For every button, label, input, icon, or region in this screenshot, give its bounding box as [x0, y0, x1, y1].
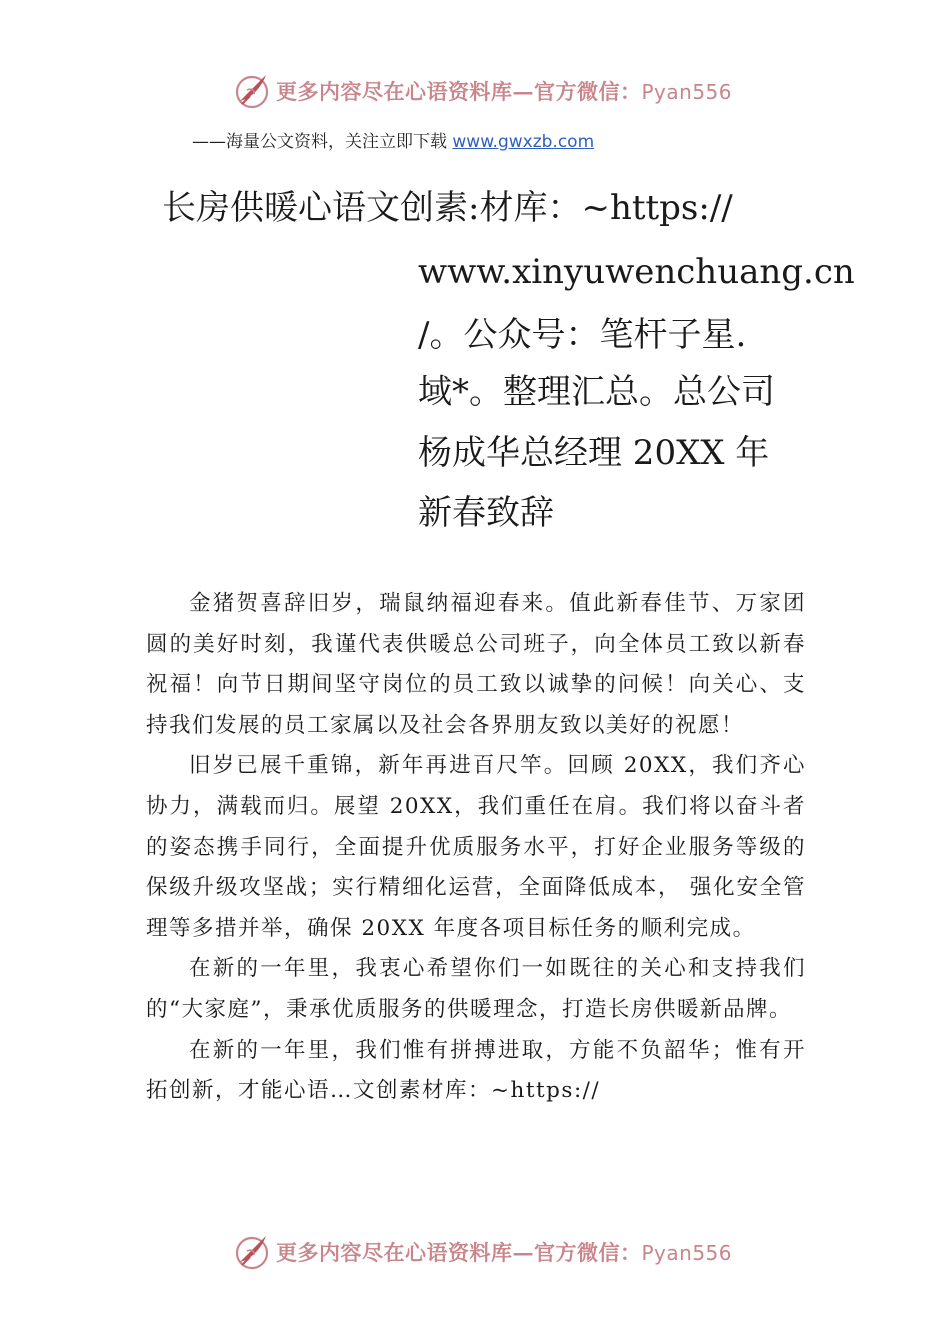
paragraph-1: 金猪贺喜辞旧岁，瑞鼠纳福迎春来。值此新春佳节、万家团圆的美好时刻，我谨代表供暖总公司班子，向全体员工致以新春祝福！向节日期间坚守岗位的员工致以诚挚的问候！向关心、支持我们发展的员工家属以及社会各界朋友致以美好的祝愿！ — [146, 591, 806, 738]
header-banner — [232, 66, 732, 116]
subheader-text: ——海量公文资料，关注立即下载 — [192, 132, 453, 152]
quill-seal-logo-icon — [232, 71, 272, 111]
title-line-1: 长房供暖心语文创素:材库：~https:// — [162, 188, 733, 228]
footer-banner-text: 更多内容尽在心语资料库—官方微信：Pyan556 — [276, 1240, 733, 1265]
header-banner-text: 更多内容尽在心语资料库—官方微信：Pyan556 — [276, 79, 733, 104]
footer-banner — [232, 1227, 732, 1277]
title-line-4: 域*。整理汇总。总公司 — [418, 372, 775, 412]
title-line-6: 新春致辞 — [418, 493, 554, 533]
title-line-3: /。公众号：笔杆子星. — [418, 315, 747, 355]
subheader — [192, 127, 594, 152]
paragraph-4: 在新的一年里，我们惟有拼搏进取，方能不负韶华；惟有开拓创新，才能心语…文创素材库：~https:// — [146, 1037, 806, 1104]
quill-seal-logo-icon — [232, 1232, 272, 1272]
subheader-link[interactable]: www.gwxzb.com — [452, 132, 595, 152]
title-line-2: www.xinyuwenchuang.cn — [418, 252, 855, 292]
paragraph-2: 旧岁已展千重锦，新年再进百尺竿。回顾 20XX，我们齐心协力，满载而归。展望 20XX，我们重任在肩。我们将以奋斗者的姿态携手同行，全面提升优质服务水平，打好企业服务等级的保级升级攻坚战；实行精细化运营，全面降低成本， 强化安全管理等多措并举，确保 20XX 年度各项目标任务的顺利完成。 — [146, 753, 806, 941]
paragraph-3: 在新的一年里，我衷心希望你们一如既往的关心和支持我们的“大家庭”，秉承优质服务的供暖理念，打造长房供暖新品牌。 — [146, 956, 806, 1022]
title-line-5: 杨成华总经理 20XX 年 — [418, 433, 770, 473]
body-text — [146, 584, 806, 1112]
